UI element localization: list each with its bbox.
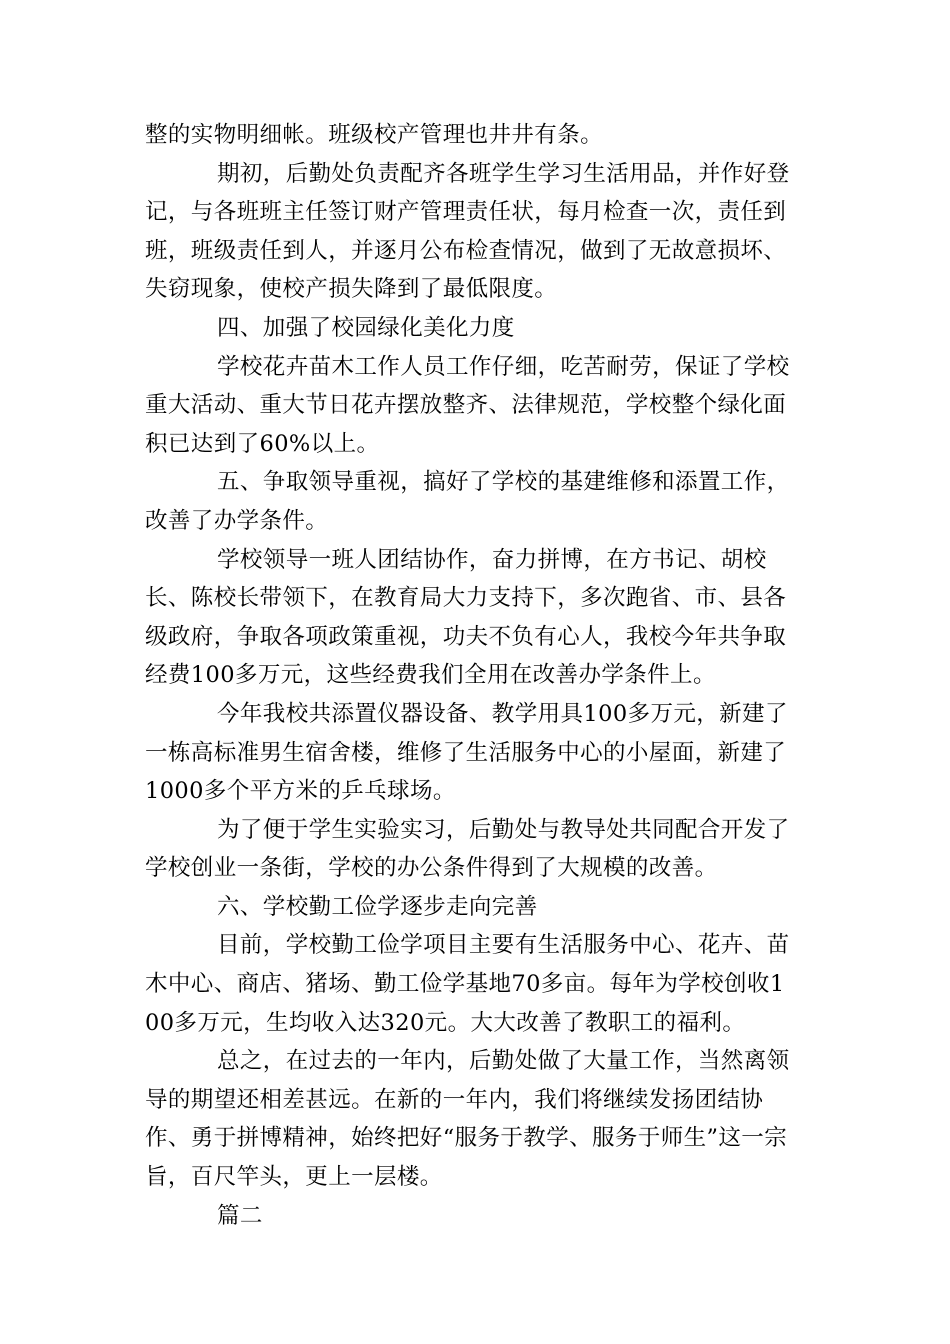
paragraph-property-management: 期初，后勤处负责配齐各班学生学习生活用品，并作好登记，与各班班主任签订财产管理责任状，每月检查一次，责任到班，班级责任到人，并逐月公布检查情况，做到了无故意损坏、失窃现象，使校产损失降到了最低限度。 [145,160,790,303]
paragraph-greening: 学校花卉苗木工作人员工作仔细，吃苦耐劳，保证了学校重大活动、重大节日花卉摆放整齐、法律规范，学校整个绿化面积已达到了60%以上。 [145,353,790,457]
section-heading-work-study: 六、学校勤工俭学逐步走向完善 [217,893,538,920]
paragraph-business-street: 为了便于学生实验实习，后勤处与教导处共同配合开发了学校创业一条街，学校的办公条件得到了大规模的改善。 [145,816,790,882]
paragraph-continuation: 整的实物明细帐。班级校产管理也井井有条。 [145,122,604,148]
paragraph-work-study: 目前，学校勤工俭学项目主要有生活服务中心、花卉、苗木中心、商店、猪场、勤工俭学基地70多亩。每年为学校创收100多万元，生均收入达320元。大大改善了教职工的福利。 [145,932,790,1036]
section-label-part-two: 篇二 [217,1202,263,1229]
document-body [145,116,795,1235]
section-heading-greening: 四、加强了校园绿化美化力度 [217,314,515,341]
paragraph-summary: 总之，在过去的一年内，后勤处做了大量工作，当然离领导的期望还相差甚远。在新的一年内，我们将继续发扬团结协作、勇于拼博精神，始终把好“服务于教学、服务于师生”这一宗旨，百尺竿头，更上一层楼。 [145,1048,790,1191]
paragraph-leadership-funding: 学校领导一班人团结协作，奋力拼博，在方书记、胡校长、陈校长带领下，在教育局大力支持下，多次跑省、市、县各级政府，争取各项政策重视，功夫不负有心人，我校今年共争取经费100多万元，这些经费我们全用在改善办学条件上。 [145,546,787,689]
paragraph-equipment: 今年我校共添置仪器设备、教学用具100多万元，新建了一栋高标准男生宿舍楼，维修了生活服务中心的小屋面，新建了1000多个平方米的乒乓球场。 [145,700,788,805]
section-heading-construction: 五、争取领导重视，搞好了学校的基建维修和添置工作，改善了办学条件。 [145,469,790,534]
